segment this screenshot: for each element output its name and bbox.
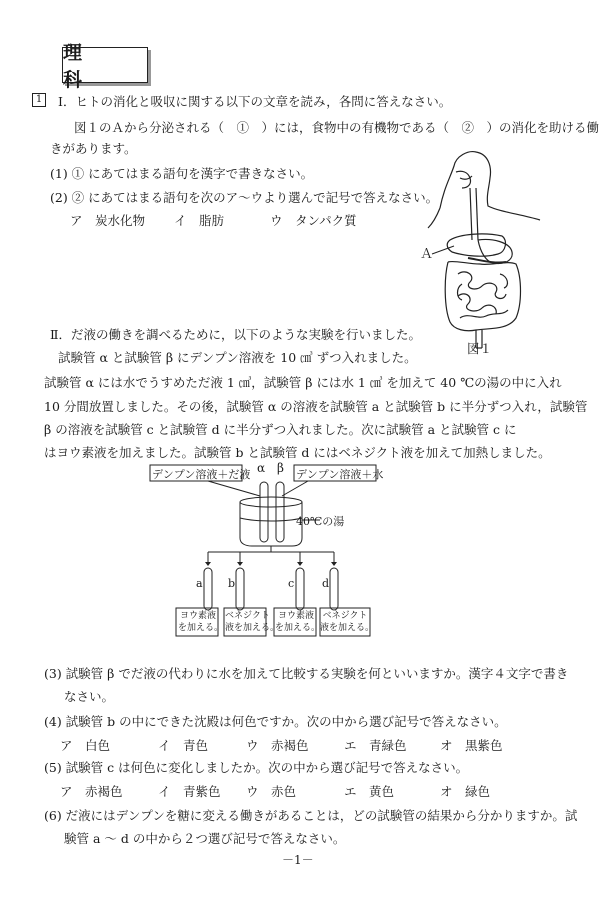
q2-option-c: ウ タンパク質 bbox=[270, 213, 357, 228]
box-a-text: ヨウ素液 を加える。 bbox=[178, 611, 224, 633]
box-c-text: ヨウ素液 を加える。 bbox=[275, 611, 321, 633]
tube-b-label: b bbox=[228, 577, 236, 590]
q5-option-b: イ 青紫色 bbox=[158, 784, 221, 799]
question-4: (4) 試験管 b の中にできた沈殿は何色ですか。次の中から選び記号で答えなさい。 bbox=[44, 714, 507, 729]
question-6-line2: 験管 a ～ d の中から２つ選び記号で答えなさい。 bbox=[64, 831, 346, 846]
label-alpha: α bbox=[257, 461, 266, 475]
tube-c-label: c bbox=[288, 577, 295, 590]
part2-line1: 試験管 α と試験管 β にデンプン溶液を 10 ㎤ ずつ入れました。 bbox=[58, 350, 417, 365]
label-starch-water: デンプン溶液＋水 bbox=[296, 468, 384, 481]
q5-option-a: ア 赤褐色 bbox=[60, 784, 123, 799]
box-d-text: ベネジクト 液を加える。 bbox=[320, 611, 375, 633]
label-starch-saliva: デンプン溶液＋だ液 bbox=[152, 468, 251, 481]
label-beta: β bbox=[277, 461, 284, 475]
q5-option-d: エ 黄色 bbox=[344, 784, 395, 799]
question-3-line2: なさい。 bbox=[64, 689, 115, 704]
box-b-text: ベネジクト 液を加える。 bbox=[225, 611, 280, 633]
q2-option-b: イ 脂肪 bbox=[174, 213, 225, 228]
part2-line5: はヨウ素液を加えました。試験管 b と試験管 d にはベネジクト液を加えて加熱しました。 bbox=[44, 445, 551, 460]
part2-line3: 10 分間放置しました。その後，試験管 α の溶液を試験管 a と試験管 b に半分ずつ入れ，試験管 bbox=[44, 399, 588, 414]
question-6-line1: (6) だ液にはデンプンを糖に変える働きがあることは，どの試験管の結果から分かりますか。試 bbox=[44, 808, 578, 823]
question-2: (2) ② にあてはまる語句を次のア～ウより選んで記号で答えなさい。 bbox=[50, 190, 439, 205]
q4-option-e: オ 黒紫色 bbox=[440, 738, 503, 753]
question-5: (5) 試験管 c は何色に変化しましたか。次の中から選び記号で答えなさい。 bbox=[44, 760, 469, 775]
q4-option-b: イ 青色 bbox=[158, 738, 209, 753]
part1-body-line1: 図１のＡから分泌される（ ① ）には，食物中の有機物である（ ② ）の消化を助ける働 bbox=[74, 120, 600, 135]
q4-option-c: ウ 赤褐色 bbox=[246, 738, 309, 753]
q5-option-e: オ 緑色 bbox=[440, 784, 491, 799]
part2-intro: Ⅱ．だ液の働きを調べるために，以下のような実験を行いました。 bbox=[50, 327, 421, 342]
q4-option-a: ア 白色 bbox=[60, 738, 111, 753]
part1-intro: Ⅰ．ヒトの消化と吸収に関する以下の文章を読み，各問に答えなさい。 bbox=[58, 94, 452, 109]
part1-body-line2: きがあります。 bbox=[50, 141, 137, 156]
page-title: 理 科 bbox=[62, 47, 148, 83]
tube-d-label: d bbox=[322, 577, 330, 590]
question-1: (1) ① にあてはまる語句を漢字で書きなさい。 bbox=[50, 166, 314, 181]
figure-caption: 図１ bbox=[467, 341, 493, 356]
label-water-bath: 40℃の湯 bbox=[296, 515, 345, 528]
part2-line4: β の溶液を試験管 c と試験管 d に半分ずつ入れました。次に試験管 a と試験管 c に bbox=[44, 422, 517, 437]
question-number-box: 1 bbox=[32, 93, 46, 107]
question-3-line1: (3) 試験管 β でだ液の代わりに水を加えて比較する実験を何といいますか。漢字４文字で書き bbox=[44, 666, 569, 681]
q2-option-a: ア 炭水化物 bbox=[70, 213, 146, 228]
q5-option-c: ウ 赤色 bbox=[246, 784, 297, 799]
q4-option-d: エ 青緑色 bbox=[344, 738, 407, 753]
figure-label-a: Ａ bbox=[420, 247, 434, 262]
page-number: －1－ bbox=[282, 853, 314, 867]
part2-line2: 試験管 α には水でうすめただ液 1 ㎤，試験管 β には水 1 ㎤ を加えて 40 ℃の湯の中に入れ bbox=[44, 375, 562, 390]
tube-a-label: a bbox=[196, 577, 203, 590]
